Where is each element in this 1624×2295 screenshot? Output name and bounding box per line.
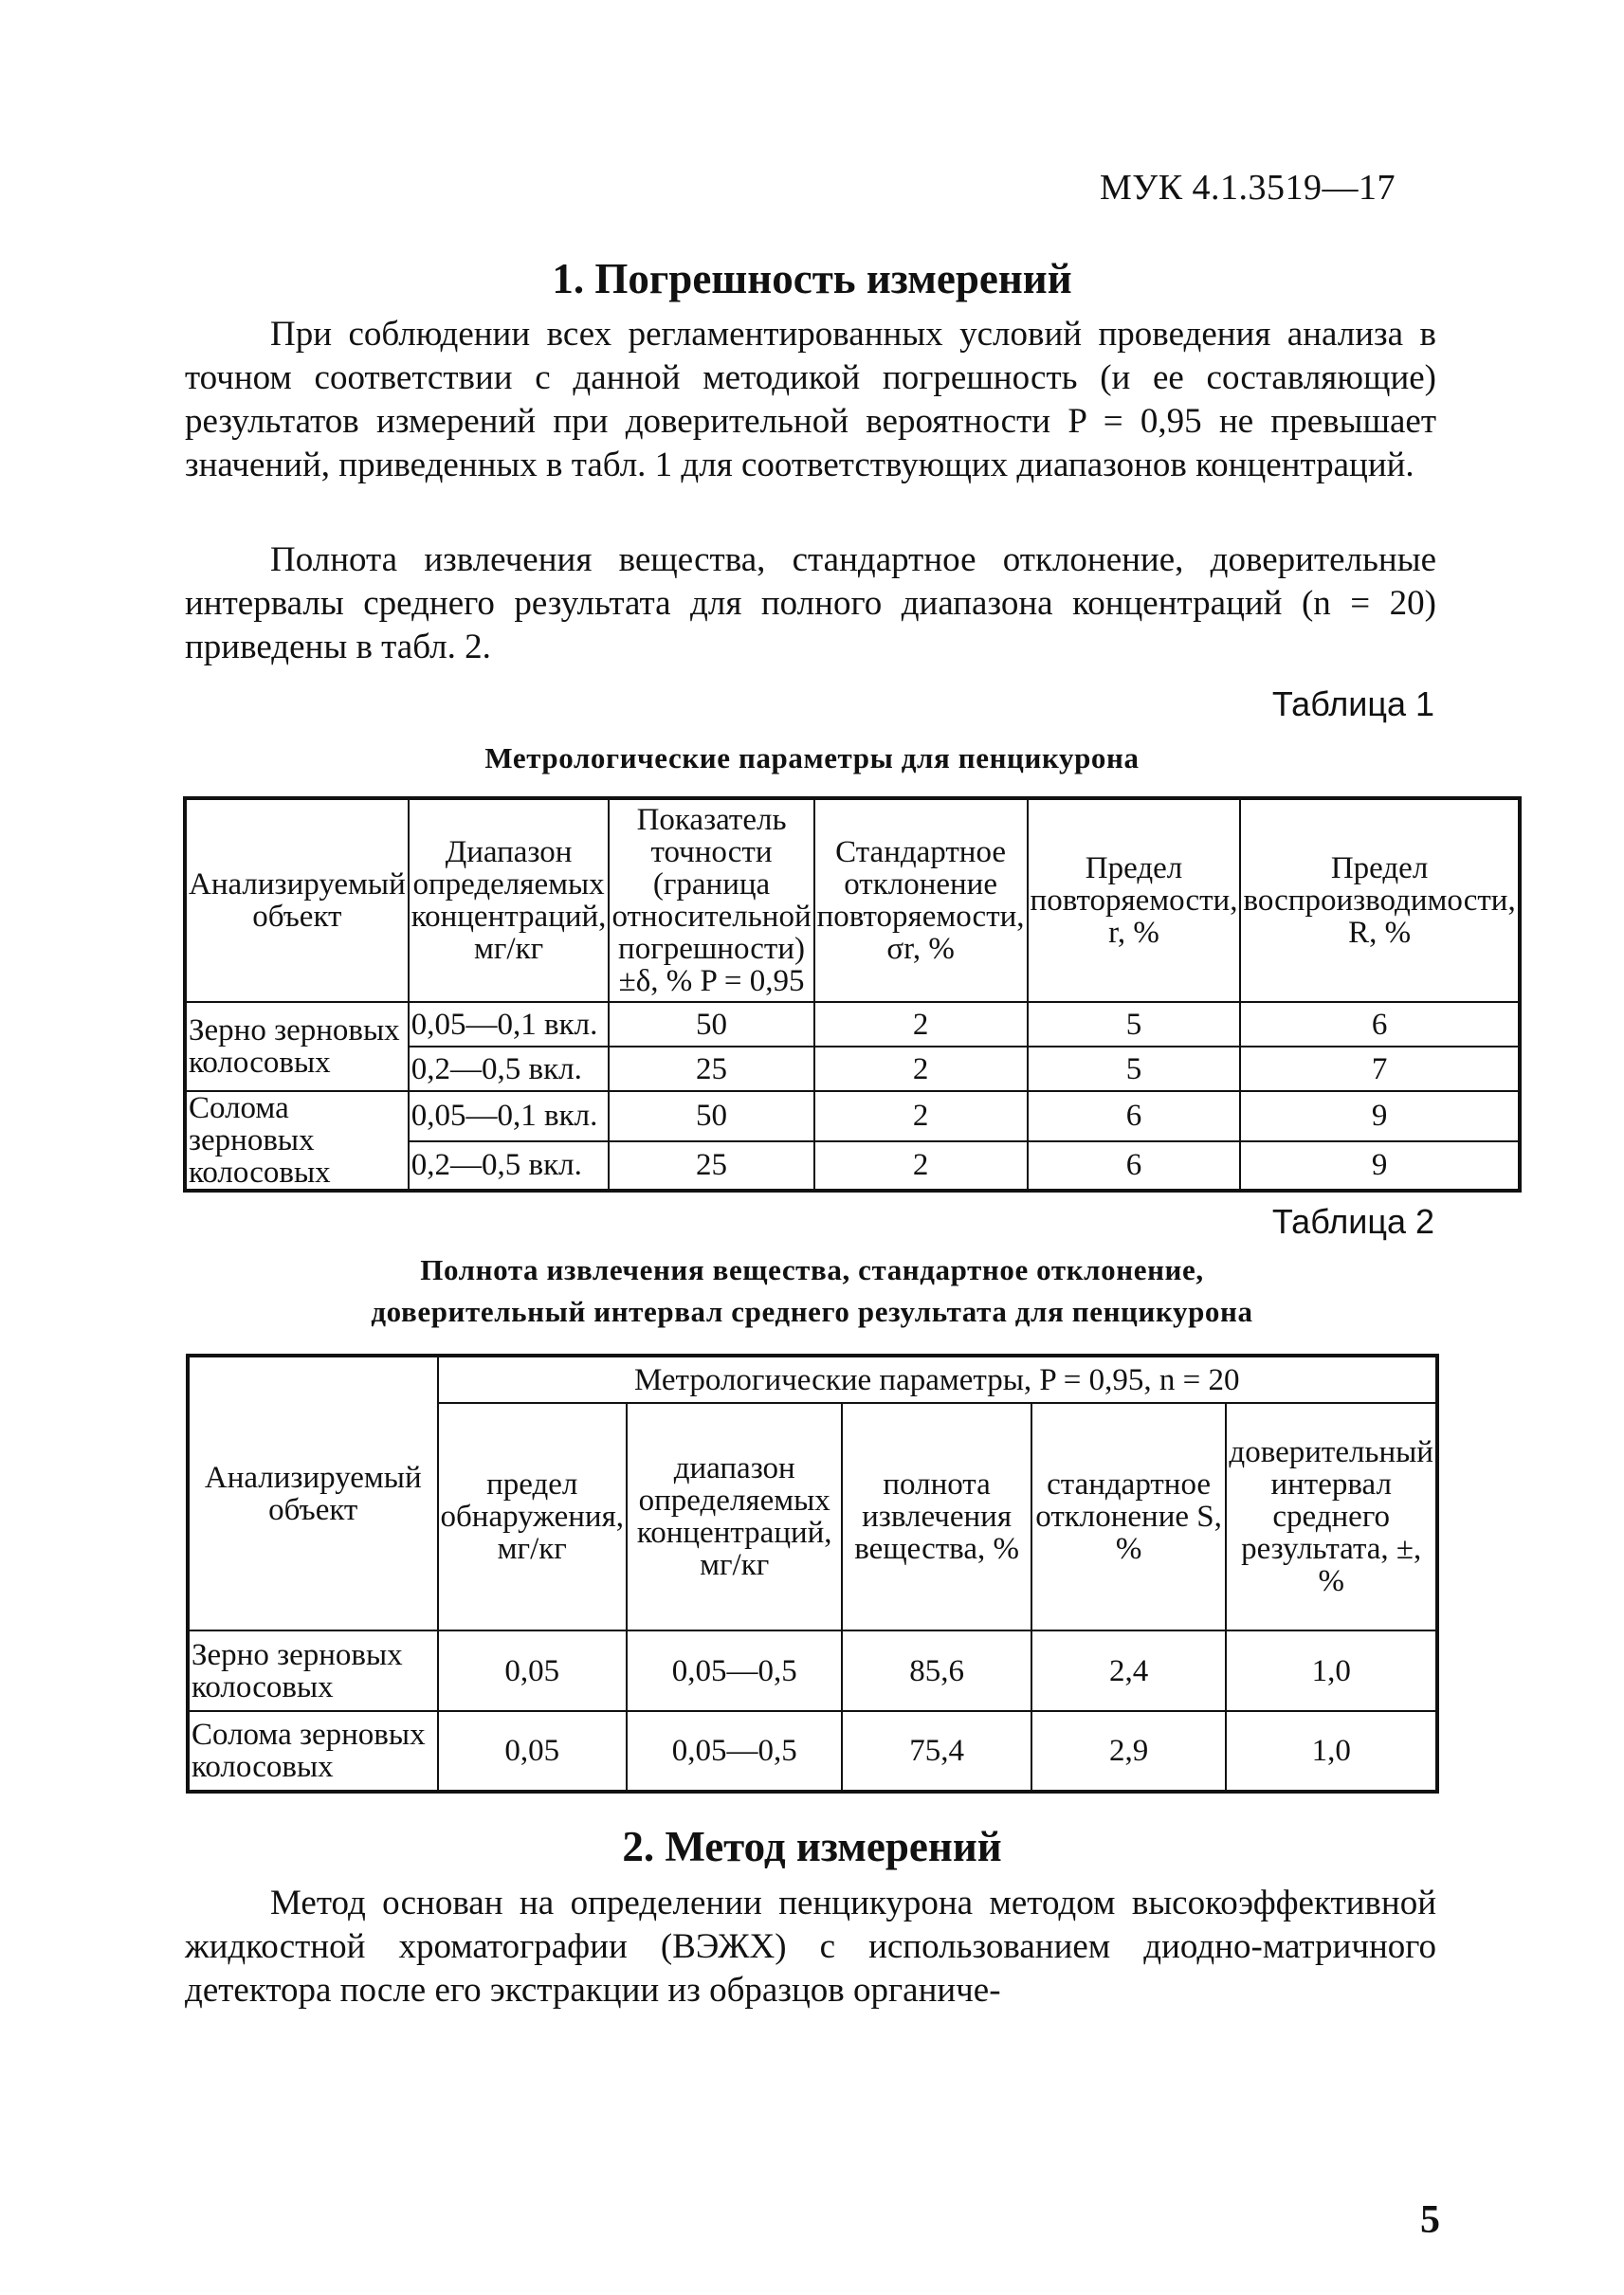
table2-label: Таблица 2 bbox=[1271, 1202, 1434, 1241]
reproducibility-cell: 7 bbox=[1240, 1047, 1519, 1091]
table-row bbox=[188, 1630, 1437, 1711]
table2-group-header: Метрологические параметры, P = 0,95, n = 20 bbox=[438, 1356, 1437, 1403]
repeatability-cell: 6 bbox=[1028, 1091, 1241, 1141]
reproducibility-cell: 9 bbox=[1240, 1091, 1519, 1141]
recovery-cell: 75,4 bbox=[842, 1711, 1031, 1792]
recovery-cell: 85,6 bbox=[842, 1630, 1031, 1711]
range-cell: 0,2—0,5 вкл. bbox=[409, 1141, 610, 1192]
section2-paragraph1: Метод основан на определении пенцикурона методом высокоэффективной жидкостной хроматографии (ВЭЖХ) с использованием диодно-матричного детектора после его экстракции из образцов органиче- bbox=[185, 1884, 1436, 2010]
sigma-cell: 2 bbox=[814, 1047, 1028, 1091]
table-row bbox=[185, 1091, 1520, 1141]
table-row bbox=[185, 1002, 1520, 1047]
range-cell: 0,05—0,5 bbox=[627, 1711, 842, 1792]
delta-cell: 25 bbox=[609, 1141, 813, 1192]
table2-object-header: Анализируемый объект bbox=[188, 1356, 438, 1630]
object-cell: Зерно зерновых колосовых bbox=[185, 1002, 409, 1091]
page-number: 5 bbox=[1420, 2198, 1440, 2242]
table2-caption bbox=[0, 1249, 1624, 1333]
table2-header-cell: стандартное отклонение S, % bbox=[1031, 1403, 1227, 1630]
delta-cell: 50 bbox=[609, 1091, 813, 1141]
reproducibility-cell: 6 bbox=[1240, 1002, 1519, 1047]
delta-cell: 25 bbox=[609, 1047, 813, 1091]
section1-title: 1. Погрешность измерений bbox=[552, 255, 1072, 302]
sigma-cell: 2 bbox=[814, 1141, 1028, 1192]
delta-cell: 50 bbox=[609, 1002, 813, 1047]
lod-cell: 0,05 bbox=[438, 1711, 627, 1792]
reproducibility-cell: 9 bbox=[1240, 1141, 1519, 1192]
section1-paragraph2: Полнота извлечения вещества, стандартное отклонение, доверительные интервалы среднего результата для полного диапазона концентраций (n = 20) приведены в табл. 2. bbox=[185, 540, 1436, 666]
table-row bbox=[188, 1711, 1437, 1792]
table1-header-cell: Предел воспроизводимости, R, % bbox=[1240, 798, 1519, 1002]
table1-label: Таблица 1 bbox=[1271, 684, 1434, 723]
sigma-cell: 2 bbox=[814, 1091, 1028, 1141]
ci-cell: 1,0 bbox=[1226, 1630, 1437, 1711]
table2-header-cell: доверительный интервал среднего результата, ±, % bbox=[1226, 1403, 1437, 1630]
table1-header-cell: Предел повторяемости, r, % bbox=[1028, 798, 1241, 1002]
range-cell: 0,05—0,1 вкл. bbox=[409, 1091, 610, 1141]
range-cell: 0,05—0,5 bbox=[627, 1630, 842, 1711]
table2-header-cell: предел обнаружения, мг/кг bbox=[438, 1403, 627, 1630]
object-cell: Солома зерновых колосовых bbox=[188, 1711, 438, 1792]
table1-header-cell: Диапазон определяемых концентраций, мг/кг bbox=[409, 798, 610, 1002]
ci-cell: 1,0 bbox=[1226, 1711, 1437, 1792]
sd-cell: 2,4 bbox=[1031, 1630, 1227, 1711]
repeatability-cell: 5 bbox=[1028, 1047, 1241, 1091]
table2-caption-line1: Полнота извлечения вещества, стандартное отклонение, bbox=[420, 1253, 1204, 1286]
table2-group-header-row bbox=[188, 1356, 1437, 1403]
table1-header-row bbox=[185, 798, 1520, 1002]
object-cell: Солома зерновых колосовых bbox=[185, 1091, 409, 1191]
table1-header-cell: Показатель точности (граница относительной погрешности) ±δ, % P = 0,95 bbox=[609, 798, 813, 1002]
section1-paragraph1: При соблюдении всех регламентированных условий проведения анализа в точном соответствии с данной методикой погрешность (и ее составляющие) результатов измерений при доверительной вероятности P = 0,95 не превышает значений, приведенных в табл. 1 для соответствующих диапазонов концентраций. bbox=[185, 315, 1436, 484]
repeatability-cell: 5 bbox=[1028, 1002, 1241, 1047]
table1-caption: Метрологические параметры для пенцикурона bbox=[484, 741, 1140, 774]
table1-header-cell: Анализируемый объект bbox=[185, 798, 409, 1002]
table2-header-cell: полнота извлечения вещества, % bbox=[842, 1403, 1031, 1630]
section2-title: 2. Метод измерений bbox=[622, 1823, 1002, 1870]
sd-cell: 2,9 bbox=[1031, 1711, 1227, 1792]
sigma-cell: 2 bbox=[814, 1002, 1028, 1047]
table2-header-cell: диапазон определяемых концентраций, мг/кг bbox=[627, 1403, 842, 1630]
repeatability-cell: 6 bbox=[1028, 1141, 1241, 1192]
document-code: МУК 4.1.3519—17 bbox=[1100, 168, 1396, 208]
range-cell: 0,2—0,5 вкл. bbox=[409, 1047, 610, 1091]
range-cell: 0,05—0,1 вкл. bbox=[409, 1002, 610, 1047]
table2-caption-line2: доверительный интервал среднего результата для пенцикурона bbox=[371, 1295, 1253, 1328]
table1 bbox=[183, 796, 1522, 1193]
table1-header-cell: Стандартное отклонение повторяемости, σr, % bbox=[814, 798, 1028, 1002]
object-cell: Зерно зерновых колосовых bbox=[188, 1630, 438, 1711]
lod-cell: 0,05 bbox=[438, 1630, 627, 1711]
table2 bbox=[186, 1354, 1439, 1794]
